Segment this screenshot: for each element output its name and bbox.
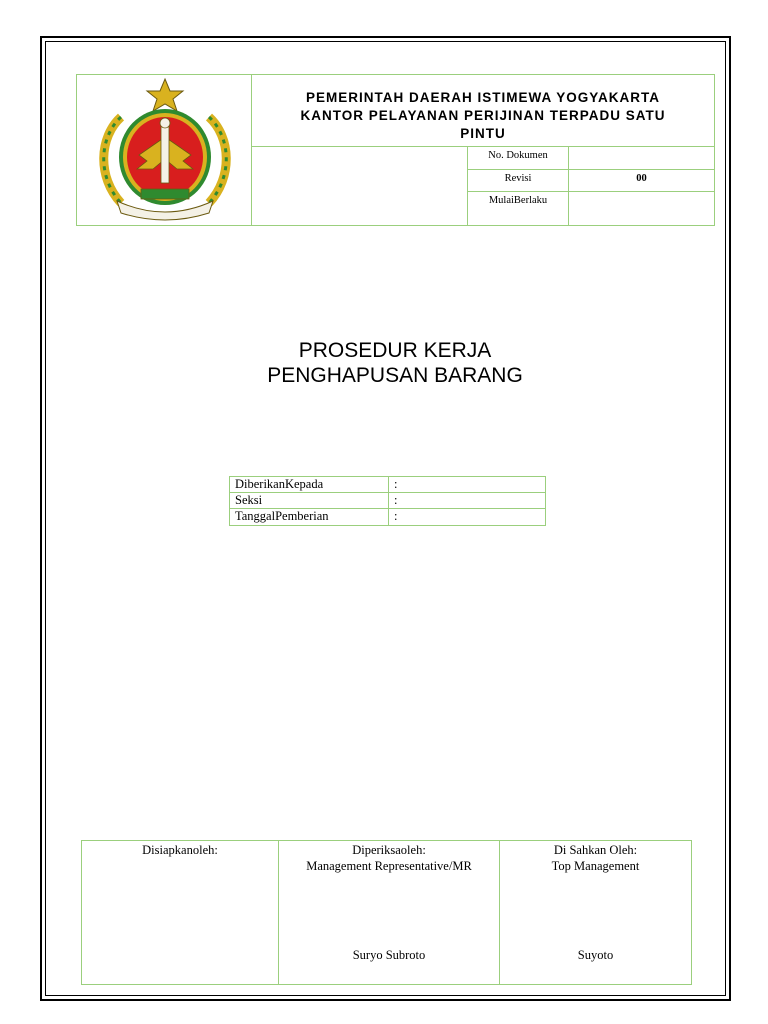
table-row	[230, 493, 545, 509]
document-header-table	[76, 74, 715, 226]
distribution-value: :	[394, 509, 398, 523]
document-title-line-2: PENGHAPUSAN BARANG	[267, 364, 523, 387]
agency-title-line-2: KANTOR PELAYANAN PERIJINAN TERPADU SATU	[300, 108, 666, 123]
agency-title	[252, 75, 714, 143]
signature-heading-line: Disiapkanoleh:	[142, 843, 218, 857]
logo-cell	[77, 75, 252, 225]
signer-name: Suryo Subroto	[352, 948, 426, 962]
yogyakarta-emblem-icon	[91, 77, 239, 223]
signature-heading-line: Management Representative/MR	[306, 859, 472, 873]
meta-row-document-number	[468, 147, 714, 170]
signature-heading-line: Diperiksaoleh:	[352, 843, 426, 857]
meta-row-revision	[468, 170, 714, 192]
distribution-value: :	[394, 477, 398, 491]
signature-table	[81, 840, 692, 985]
signature-column-checked	[279, 841, 500, 984]
agency-title-line-1: PEMERINTAH DAERAH ISTIMEWA YOGYAKARTA	[305, 90, 661, 105]
meta-row-effective-date	[468, 192, 714, 225]
signature-heading	[500, 841, 691, 874]
column-divider	[388, 493, 389, 508]
document-title-line-1: PROSEDUR KERJA	[298, 339, 492, 362]
distribution-label: TanggalPemberian	[235, 509, 329, 523]
signature-column-approved	[500, 841, 691, 984]
table-row	[230, 509, 545, 525]
signer-name: Suyoto	[577, 948, 614, 962]
signature-heading	[279, 841, 499, 874]
column-divider	[388, 477, 389, 492]
meta-label: No. Dokumen	[468, 147, 569, 169]
header-blank-cell	[252, 147, 468, 225]
agency-title-cell	[252, 75, 714, 147]
meta-value	[569, 192, 714, 225]
distribution-value: :	[394, 493, 398, 507]
document-title	[0, 338, 768, 388]
distribution-label: DiberikanKepada	[235, 477, 324, 491]
table-row	[230, 477, 545, 493]
signature-heading-line: Di Sahkan Oleh:	[553, 843, 638, 857]
meta-label: MulaiBerlaku	[468, 192, 569, 225]
distribution-table	[229, 476, 546, 526]
signature-heading-line: Top Management	[551, 859, 640, 873]
meta-value	[569, 147, 714, 169]
signature-heading	[82, 841, 278, 858]
distribution-label: Seksi	[235, 493, 263, 507]
meta-value: 00	[636, 173, 647, 184]
signature-column-prepared	[82, 841, 279, 984]
agency-title-line-3: PINTU	[460, 126, 506, 141]
column-divider	[388, 509, 389, 525]
meta-label: Revisi	[468, 170, 569, 191]
